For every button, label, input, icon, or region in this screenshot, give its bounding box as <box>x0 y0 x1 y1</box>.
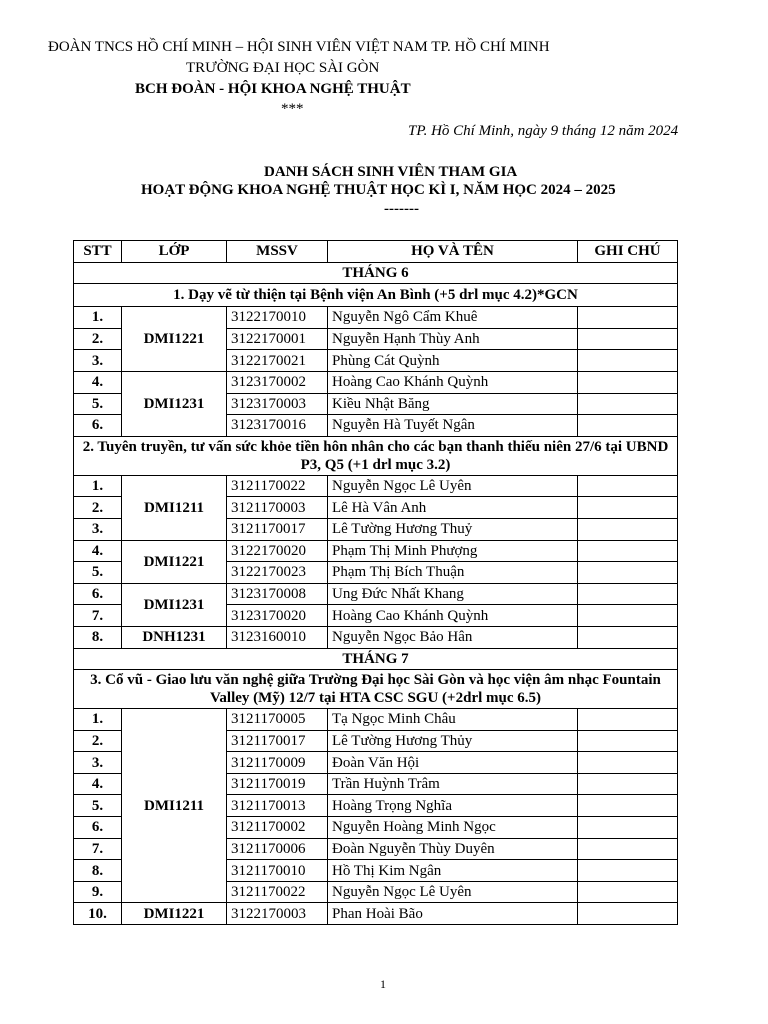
class-cell: DMI1221 <box>122 903 227 925</box>
org-header-line-1: ĐOÀN TNCS HỒ CHÍ MINH – HỘI SINH VIÊN VIỆT NAM TP. HỒ CHÍ MINH <box>48 39 550 55</box>
student-name-cell: Ung Đức Nhất Khang <box>328 583 578 605</box>
activity-title: 3. Cổ vũ - Giao lưu văn nghệ giữa Trường Đại học Sài Gòn và học viện âm nhạc Fountain Valley (Mỹ) 12/7 tại HTA CSC SGU (+2drl mục 6.5) <box>74 670 678 709</box>
student-name-cell: Phạm Thị Minh Phượng <box>328 540 578 562</box>
note-cell <box>578 838 678 860</box>
student-id-cell: 3121170006 <box>227 838 328 860</box>
stt-cell: 3. <box>74 752 122 774</box>
table-row <box>74 475 678 497</box>
activity-title: 2. Tuyên truyền, tư vấn sức khỏe tiền hôn nhân cho các bạn thanh thiếu niên 27/6 tại UBND P3, Q5 (+1 drl mục 3.2) <box>74 436 678 475</box>
student-id-cell: 3121170013 <box>227 795 328 817</box>
note-cell <box>578 350 678 372</box>
student-name-cell: Đoàn Văn Hội <box>328 752 578 774</box>
student-name-cell: Lê Tường Hương Thủy <box>328 730 578 752</box>
note-cell <box>578 497 678 519</box>
note-cell <box>578 817 678 839</box>
stt-cell: 4. <box>74 773 122 795</box>
student-id-cell: 3121170009 <box>227 752 328 774</box>
student-id-cell: 3122170021 <box>227 350 328 372</box>
stt-cell: 1. <box>74 475 122 497</box>
student-id-cell: 3122170001 <box>227 328 328 350</box>
document-title-line-1: DANH SÁCH SINH VIÊN THAM GIA <box>264 164 518 180</box>
activity-row <box>74 284 678 307</box>
activity-row <box>74 436 678 475</box>
note-cell <box>578 307 678 329</box>
note-cell <box>578 562 678 584</box>
stt-cell: 5. <box>74 562 122 584</box>
student-name-cell: Hoàng Trọng Nghĩa <box>328 795 578 817</box>
table-row <box>74 626 678 648</box>
column-header-mssv: MSSV <box>227 241 328 263</box>
month-row <box>74 648 678 670</box>
student-name-cell: Hoàng Cao Khánh Quỳnh <box>328 605 578 627</box>
table-row <box>74 903 678 925</box>
note-cell <box>578 371 678 393</box>
table-row <box>74 583 678 605</box>
note-cell <box>578 795 678 817</box>
student-id-cell: 3123160010 <box>227 626 328 648</box>
note-cell <box>578 773 678 795</box>
student-name-cell: Nguyễn Ngọc Lê Uyên <box>328 881 578 903</box>
stt-cell: 6. <box>74 817 122 839</box>
month-label: THÁNG 7 <box>74 648 678 670</box>
column-header-class: LỚP <box>122 241 227 263</box>
class-cell: DMI1221 <box>122 540 227 583</box>
student-id-cell: 3123170008 <box>227 583 328 605</box>
stt-cell: 1. <box>74 307 122 329</box>
note-cell <box>578 709 678 731</box>
note-cell <box>578 881 678 903</box>
student-id-cell: 3121170019 <box>227 773 328 795</box>
note-cell <box>578 475 678 497</box>
stt-cell: 2. <box>74 328 122 350</box>
header-stars: *** <box>281 101 304 117</box>
note-cell <box>578 328 678 350</box>
student-id-cell: 3121170022 <box>227 475 328 497</box>
note-cell <box>578 752 678 774</box>
student-id-cell: 3122170020 <box>227 540 328 562</box>
table-row <box>74 371 678 393</box>
table-header-row <box>74 241 678 263</box>
date-line: TP. Hồ Chí Minh, ngày 9 tháng 12 năm 2024 <box>408 123 679 139</box>
student-id-cell: 3123170016 <box>227 415 328 437</box>
stt-cell: 2. <box>74 497 122 519</box>
table-row <box>74 540 678 562</box>
student-name-cell: Nguyễn Hoàng Minh Ngọc <box>328 817 578 839</box>
column-header-stt: STT <box>74 241 122 263</box>
student-name-cell: Nguyễn Hà Tuyết Ngân <box>328 415 578 437</box>
participant-table <box>73 240 678 925</box>
student-name-cell: Phùng Cát Quỳnh <box>328 350 578 372</box>
student-id-cell: 3121170010 <box>227 860 328 882</box>
student-id-cell: 3121170017 <box>227 730 328 752</box>
student-name-cell: Nguyễn Ngọc Bảo Hân <box>328 626 578 648</box>
note-cell <box>578 393 678 415</box>
student-name-cell: Lê Hà Vân Anh <box>328 497 578 519</box>
stt-cell: 8. <box>74 626 122 648</box>
table-row <box>74 709 678 731</box>
student-name-cell: Tạ Ngọc Minh Châu <box>328 709 578 731</box>
class-cell: DMI1211 <box>122 709 227 903</box>
class-cell: DNH1231 <box>122 626 227 648</box>
student-id-cell: 3122170010 <box>227 307 328 329</box>
student-id-cell: 3123170002 <box>227 371 328 393</box>
student-name-cell: Phạm Thị Bích Thuận <box>328 562 578 584</box>
class-cell: DMI1231 <box>122 371 227 436</box>
student-id-cell: 3121170002 <box>227 817 328 839</box>
column-header-note: GHI CHÚ <box>578 241 678 263</box>
note-cell <box>578 730 678 752</box>
stt-cell: 8. <box>74 860 122 882</box>
class-cell: DMI1211 <box>122 475 227 540</box>
stt-cell: 7. <box>74 605 122 627</box>
note-cell <box>578 626 678 648</box>
student-id-cell: 3121170003 <box>227 497 328 519</box>
table-row <box>74 307 678 329</box>
stt-cell: 5. <box>74 393 122 415</box>
month-row <box>74 262 678 284</box>
table-body <box>74 262 678 924</box>
page-number: 1 <box>380 977 386 991</box>
student-name-cell: Phan Hoài Bão <box>328 903 578 925</box>
column-header-name: HỌ VÀ TÊN <box>328 241 578 263</box>
student-name-cell: Hoàng Cao Khánh Quỳnh <box>328 371 578 393</box>
student-name-cell: Đoàn Nguyễn Thùy Duyên <box>328 838 578 860</box>
stt-cell: 5. <box>74 795 122 817</box>
student-id-cell: 3122170003 <box>227 903 328 925</box>
note-cell <box>578 605 678 627</box>
activity-row <box>74 670 678 709</box>
stt-cell: 6. <box>74 415 122 437</box>
note-cell <box>578 583 678 605</box>
student-name-cell: Trần Huỳnh Trâm <box>328 773 578 795</box>
org-header-line-3: BCH ĐOÀN - HỘI KHOA NGHỆ THUẬT <box>135 81 411 97</box>
student-id-cell: 3121170005 <box>227 709 328 731</box>
student-id-cell: 3121170022 <box>227 881 328 903</box>
org-header-line-2: TRƯỜNG ĐẠI HỌC SÀI GÒN <box>186 60 380 76</box>
stt-cell: 1. <box>74 709 122 731</box>
stt-cell: 3. <box>74 350 122 372</box>
student-name-cell: Nguyễn Ngọc Lê Uyên <box>328 475 578 497</box>
student-name-cell: Hồ Thị Kim Ngân <box>328 860 578 882</box>
title-separator: ------- <box>384 201 419 217</box>
month-label: THÁNG 6 <box>74 262 678 284</box>
student-name-cell: Kiều Nhật Băng <box>328 393 578 415</box>
stt-cell: 7. <box>74 838 122 860</box>
student-id-cell: 3123170003 <box>227 393 328 415</box>
note-cell <box>578 903 678 925</box>
student-id-cell: 3122170023 <box>227 562 328 584</box>
note-cell <box>578 415 678 437</box>
student-name-cell: Lê Tường Hương Thuỷ <box>328 518 578 540</box>
student-id-cell: 3123170020 <box>227 605 328 627</box>
stt-cell: 10. <box>74 903 122 925</box>
stt-cell: 4. <box>74 371 122 393</box>
student-id-cell: 3121170017 <box>227 518 328 540</box>
class-cell: DMI1221 <box>122 307 227 372</box>
student-name-cell: Nguyễn Hạnh Thùy Anh <box>328 328 578 350</box>
activity-title: 1. Dạy vẽ từ thiện tại Bệnh viện An Bình (+5 drl mục 4.2)*GCN <box>74 284 678 307</box>
stt-cell: 9. <box>74 881 122 903</box>
stt-cell: 2. <box>74 730 122 752</box>
stt-cell: 6. <box>74 583 122 605</box>
note-cell <box>578 540 678 562</box>
student-name-cell: Nguyễn Ngô Cẩm Khuê <box>328 307 578 329</box>
note-cell <box>578 860 678 882</box>
stt-cell: 4. <box>74 540 122 562</box>
note-cell <box>578 518 678 540</box>
class-cell: DMI1231 <box>122 583 227 626</box>
document-title-line-2: HOẠT ĐỘNG KHOA NGHỆ THUẬT HỌC KÌ I, NĂM HỌC 2024 – 2025 <box>141 182 616 198</box>
stt-cell: 3. <box>74 518 122 540</box>
